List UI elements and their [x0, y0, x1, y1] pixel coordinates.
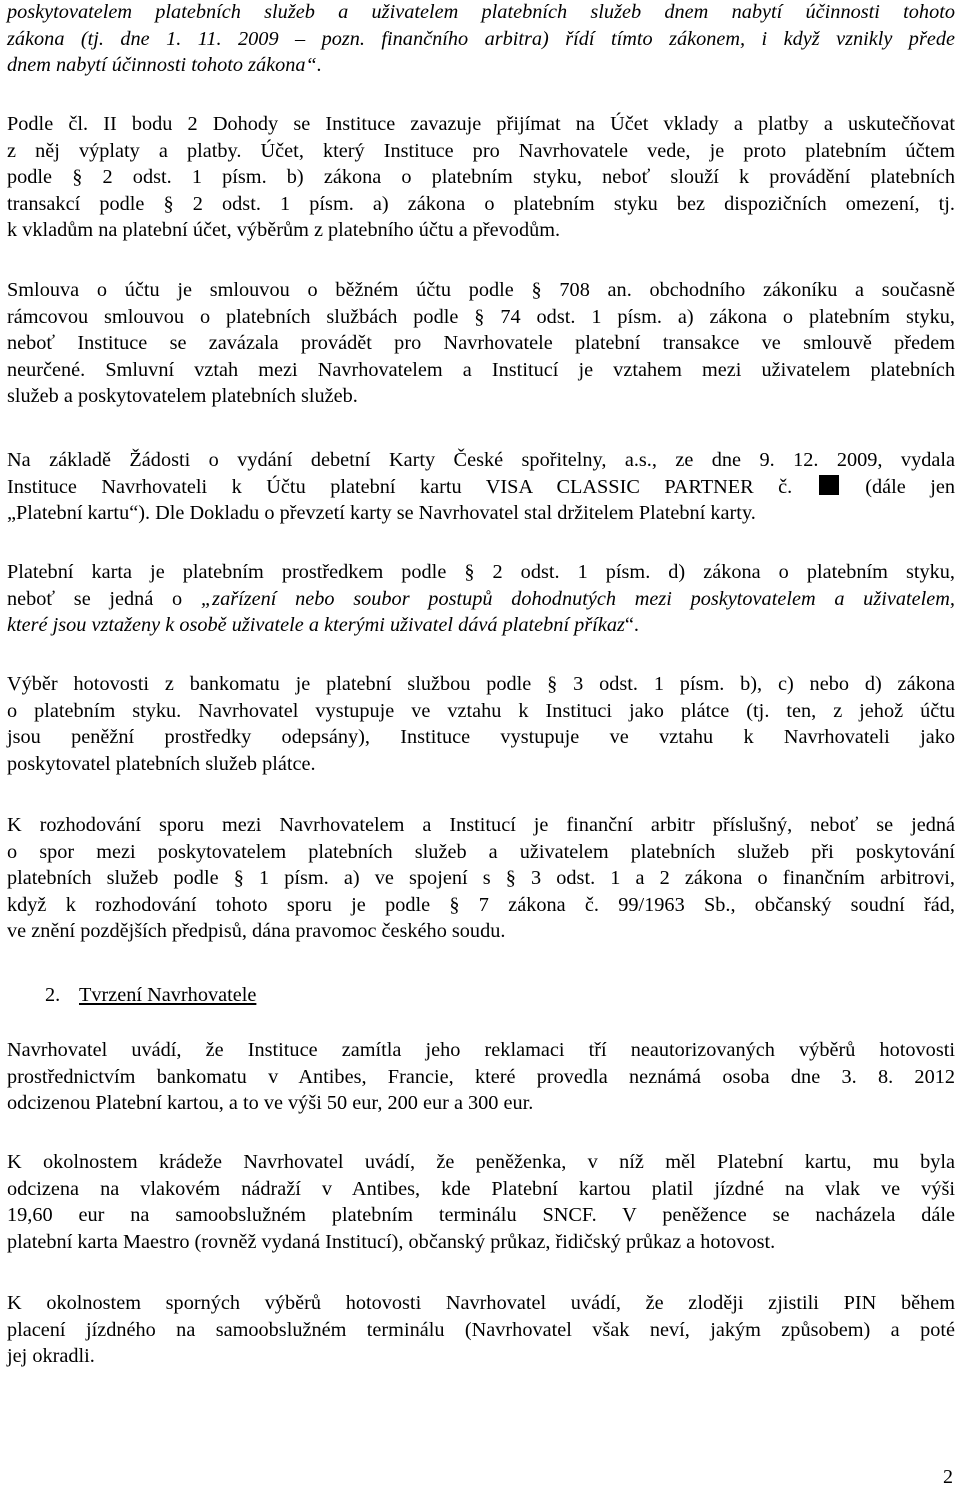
text-line: o platebním styku. Navrhovatel vystupuje ve vztahu k Instituci jako plátce (tj. ten, z jehož účtu — [7, 699, 955, 722]
text-line: poskytovatelem platebních služeb a uživatelem platebních služeb dnem nabytí účinnosti tohoto — [7, 1, 955, 23]
text-line: o spor mezi poskytovatelem platebních služeb a uživatelem platebních služeb při poskytování — [7, 840, 955, 863]
text-line: Podle čl. II bodu 2 Dohody se Instituce zavazuje přijímat na Účet vklady a platby a uskutečňovat — [7, 113, 955, 135]
paragraph-account-contract — [7, 277, 955, 410]
text-line: dnem nabytí účinnosti tohoto zákona“. — [7, 54, 322, 77]
text-line: z něj výplaty a platby. Účet, který Instituce pro Navrhovatele vede, je proto platebním účtem — [7, 139, 955, 162]
italic-quote: „zařízení nebo soubor postupů dohodnutých mezi poskytovatelem a uživatelem, — [200, 587, 955, 610]
text-line: Smlouva o účtu je smlouvou o běžném účtu podle § 708 an. obchodního zákoníku a současně — [7, 279, 955, 301]
paragraph-card-issuance — [7, 447, 955, 527]
paragraph-jurisdiction — [7, 812, 955, 945]
section-heading — [7, 982, 256, 1009]
text-segment: neboť se jedná o — [7, 587, 201, 610]
text-line: K okolnostem krádeže Navrhovatel uvádí, že peněženka, v níž měl Platební kartu, mu byla — [7, 1151, 955, 1173]
paragraph-payment-account — [7, 111, 955, 244]
text-line: Na základě Žádosti o vydání debetní Karty České spořitelny, a.s., ze dne 9. 12. 2009, vydala — [7, 449, 955, 471]
text-line: k vkladům na platební účet, výběrům z platebního účtu a převodům. — [7, 219, 561, 242]
text-line: odcizenou Platební kartou, a to ve výši 50 eur, 200 eur a 300 eur. — [7, 1092, 534, 1115]
text-line: Navrhovatel uvádí, že Instituce zamítla jeho reklamaci tří neautorizovaných výběrů hotovosti — [7, 1039, 955, 1061]
text-line — [7, 586, 955, 613]
text-line: „Platební kartu“). Dle Dokladu o převzetí karty se Navrhovatel stal držitelem Platební karty. — [7, 502, 756, 525]
text-line: platebních služeb podle § 1 písm. a) ve spojení s § 3 odst. 1 a 2 zákona o finančním arbitrovi, — [7, 867, 955, 890]
text-line — [7, 612, 955, 639]
paragraph-cash-withdrawal — [7, 671, 955, 777]
text-line: prostřednictvím bankomatu v Antibes, Francie, které provedla neznámá osoba dne 3. 8. 2012 — [7, 1065, 955, 1088]
text-line: neboť Instituce se zavázala provádět pro Navrhovatele platební transakce ve smlouvě předem — [7, 332, 955, 355]
text-segment: (dále jen — [865, 475, 955, 498]
text-segment: Instituce Navrhovateli k Účtu platební kartu VISA CLASSIC PARTNER č. — [7, 475, 793, 498]
text-line: zákona (tj. dne 1. 11. 2009 – pozn. finančního arbitra) řídí tímto zákonem, i když vznikly přede — [7, 27, 955, 50]
redaction-block — [819, 475, 839, 495]
section-title: Tvrzení Navrhovatele — [79, 984, 257, 1006]
text-line: podle § 2 odst. 1 písm. b) zákona o platebním styku, neboť slouží k provádění platebních — [7, 166, 955, 189]
text-line: placení jízdného na samoobslužném terminálu (Navrhovatel však neví, jakým způsobem) a poté — [7, 1318, 955, 1341]
paragraph-payment-instrument — [7, 559, 955, 639]
text-line: rámcovou smlouvou o platebních službách podle § 74 odst. 1 písm. a) zákona o platebním styku, — [7, 305, 955, 328]
text-line: Výběr hotovosti z bankomatu je platební službou podle § 3 odst. 1 písm. b), c) nebo d) zákona — [7, 673, 955, 695]
paragraph-complaint — [7, 1037, 955, 1117]
text-segment: “. — [624, 614, 639, 637]
text-line: jsou peněžní prostředky odepsány), Instituce vystupuje ve vztahu k Navrhovateli jako — [7, 726, 955, 749]
text-line: K rozhodování sporu mezi Navrhovatelem a Institucí je finanční arbitr příslušný, neboť se jedná — [7, 814, 955, 836]
text-line: K okolnostem sporných výběrů hotovosti Navrhovatel uvádí, že zloději zjistili PIN během — [7, 1292, 955, 1314]
text-line: jej okradli. — [7, 1345, 95, 1368]
text-line: platební karta Maestro (rovněž vydaná Institucí), občanský průkaz, řidičský průkaz a hotovost. — [7, 1230, 776, 1253]
text-line: když k rozhodování tohoto sporu je podle § 7 zákona č. 99/1963 Sb., občanský soudní řád, — [7, 893, 955, 916]
text-line: 19,60 eur na samoobslužném platebním terminálu SNCF. V peněžence se nacházela dále — [7, 1204, 955, 1227]
text-line — [7, 474, 955, 501]
text-line: ve znění pozdějších předpisů, dána pravomoc českého soudu. — [7, 920, 506, 943]
section-number: 2. — [45, 984, 61, 1006]
page-number: 2 — [943, 1466, 953, 1488]
text-line: Platební karta je platebním prostředkem podle § 2 odst. 1 písm. d) zákona o platebním styku, — [7, 561, 955, 583]
paragraph-transitional-provision — [7, 0, 955, 79]
text-line: neurčené. Smluvní vztah mezi Navrhovatelem a Institucí je vztahem mezi uživatelem platebních — [7, 358, 955, 381]
paragraph-theft-circumstances — [7, 1149, 955, 1255]
italic-quote: které jsou vztaženy k osobě uživatele a kterými uživatel dává platební příkaz — [7, 614, 625, 637]
text-line: poskytovatel platebních služeb plátce. — [7, 752, 316, 775]
text-line: odcizena na vlakovém nádraží v Antibes, kde Platební kartou platil jízdné na vlak ve výši — [7, 1177, 955, 1200]
text-line: služeb a poskytovatelem platebních služeb. — [7, 385, 358, 408]
text-line: transakcí podle § 2 odst. 1 písm. a) zákona o platebním styku bez dispozičních omezení, tj. — [7, 192, 955, 215]
paragraph-disputed-withdrawals — [7, 1290, 955, 1370]
